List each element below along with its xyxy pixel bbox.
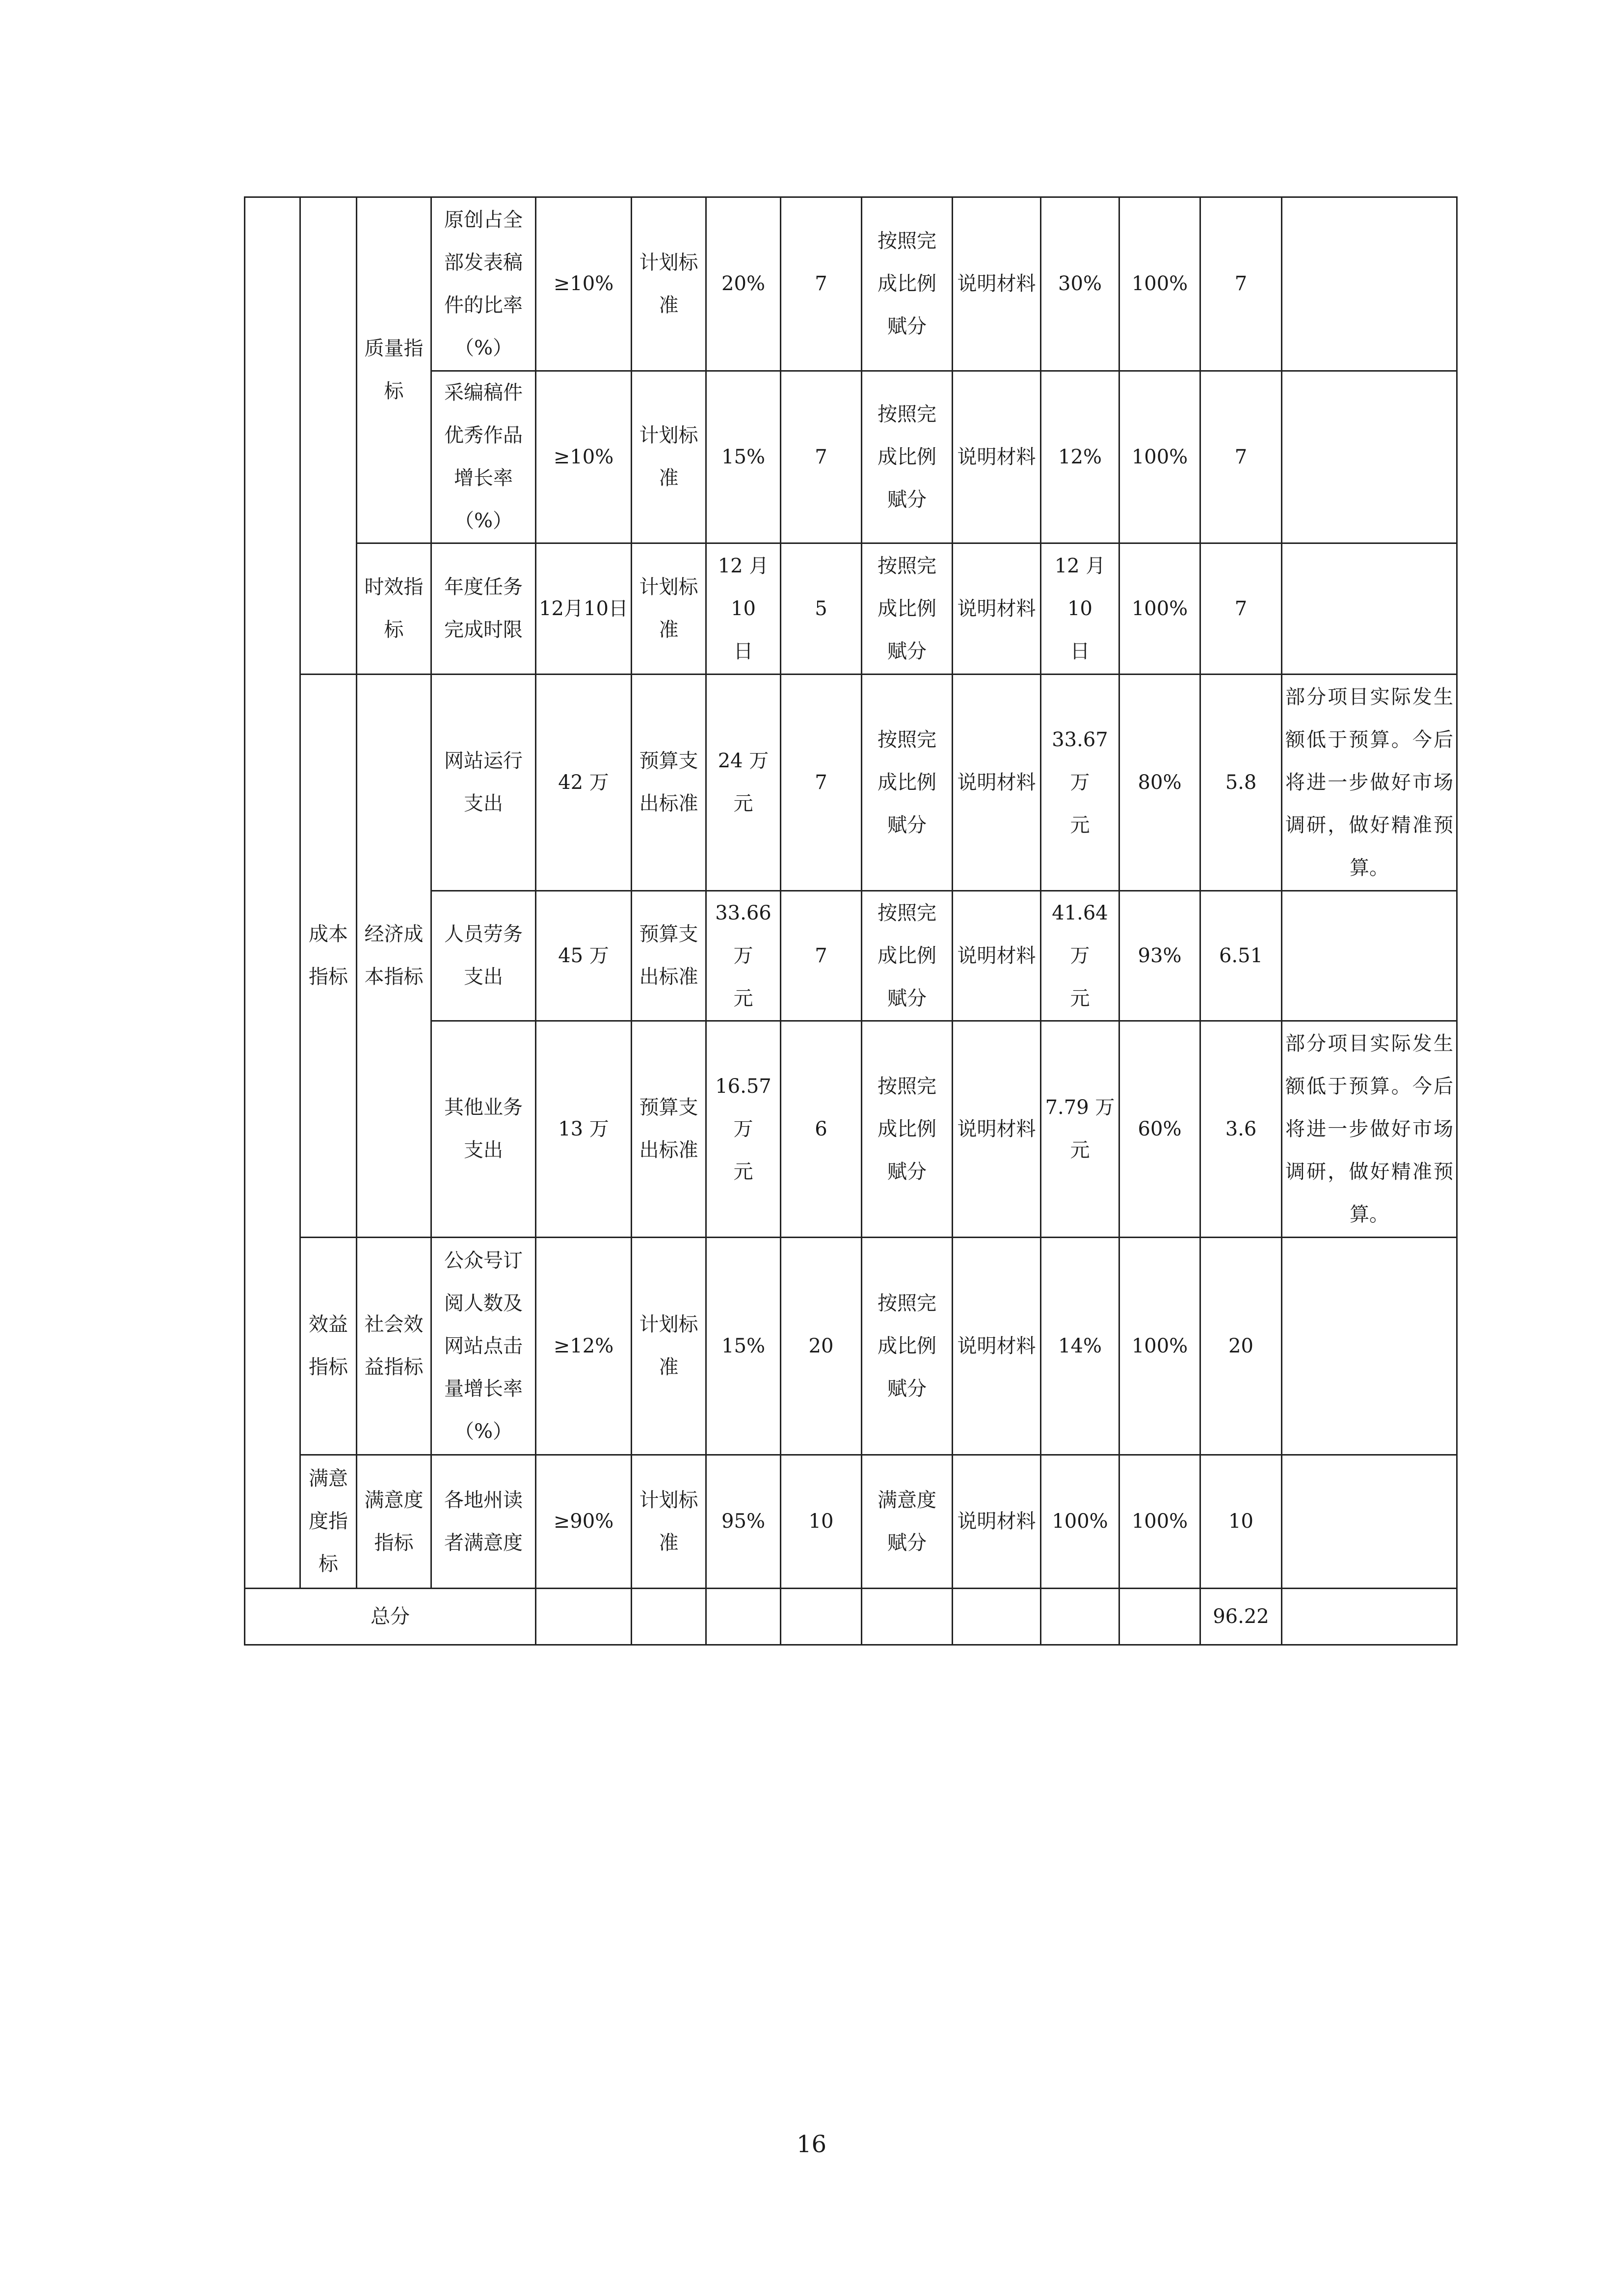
weight-cell: 7 bbox=[781, 891, 862, 1021]
scoring-method-cell: 按照完 成比例 赋分 bbox=[862, 543, 953, 675]
indicator-name-cell: 人员劳务 支出 bbox=[431, 891, 536, 1021]
evidence-cell: 说明材料 bbox=[953, 1238, 1041, 1455]
score-cell: 6.51 bbox=[1200, 891, 1282, 1021]
actual-value-cell: 7.79 万元 bbox=[1041, 1021, 1119, 1238]
weight-cell: 10 bbox=[781, 1455, 862, 1589]
performance-indicator-table bbox=[244, 196, 1458, 1646]
score-cell: 7 bbox=[1200, 197, 1282, 371]
page-number: 16 bbox=[796, 2131, 827, 2158]
completion-rate-cell: 60% bbox=[1119, 1021, 1200, 1238]
total-score: 96.22 bbox=[1200, 1589, 1282, 1645]
basis-cell: 计划标 准 bbox=[632, 371, 706, 543]
target-cell: 42 万 bbox=[536, 675, 632, 891]
category-cell: 效益 指标 bbox=[300, 1238, 357, 1455]
category-cell: 满意 度指 标 bbox=[300, 1455, 357, 1589]
note-cell bbox=[1282, 1238, 1457, 1455]
score-cell: 20 bbox=[1200, 1238, 1282, 1455]
table-row bbox=[245, 1455, 1457, 1589]
completion-rate-cell: 93% bbox=[1119, 891, 1200, 1021]
plan-value-cell: 95% bbox=[706, 1455, 781, 1589]
weight-cell: 5 bbox=[781, 543, 862, 675]
completion-rate-cell: 100% bbox=[1119, 197, 1200, 371]
indicator-name-cell: 各地州读 者满意度 bbox=[431, 1455, 536, 1589]
indicator-name-cell: 采编稿件 优秀作品 增长率（%） bbox=[431, 371, 536, 543]
basis-cell: 计划标 准 bbox=[632, 1238, 706, 1455]
actual-value-cell: 14% bbox=[1041, 1238, 1119, 1455]
basis-cell: 预算支 出标准 bbox=[632, 891, 706, 1021]
plan-value-cell: 12 月 10 日 bbox=[706, 543, 781, 675]
actual-value-cell: 12% bbox=[1041, 371, 1119, 543]
table-row bbox=[245, 543, 1457, 675]
completion-rate-cell: 100% bbox=[1119, 543, 1200, 675]
basis-cell: 计划标 准 bbox=[632, 1455, 706, 1589]
empty-cell bbox=[953, 1589, 1041, 1645]
basis-cell: 计划标 准 bbox=[632, 543, 706, 675]
evidence-cell: 说明材料 bbox=[953, 891, 1041, 1021]
note-cell bbox=[1282, 543, 1457, 675]
sub-indicator-cell: 社会效 益指标 bbox=[357, 1238, 431, 1455]
target-cell: ≥10% bbox=[536, 371, 632, 543]
note-cell: 部分项目实际发生额低于预算。今后将进一步做好市场调研，做好精准预算。 bbox=[1282, 1021, 1457, 1238]
evidence-cell: 说明材料 bbox=[953, 371, 1041, 543]
weight-cell: 6 bbox=[781, 1021, 862, 1238]
weight-cell: 20 bbox=[781, 1238, 862, 1455]
actual-value-cell: 30% bbox=[1041, 197, 1119, 371]
empty-cell bbox=[1041, 1589, 1119, 1645]
weight-cell: 7 bbox=[781, 197, 862, 371]
empty-cell bbox=[536, 1589, 632, 1645]
scoring-method-cell: 按照完 成比例 赋分 bbox=[862, 675, 953, 891]
scoring-method-cell: 按照完 成比例 赋分 bbox=[862, 197, 953, 371]
plan-value-cell: 33.66 万 元 bbox=[706, 891, 781, 1021]
empty-cell bbox=[1282, 1589, 1457, 1645]
evidence-cell: 说明材料 bbox=[953, 1455, 1041, 1589]
plan-value-cell: 20% bbox=[706, 197, 781, 371]
basis-cell: 计划标 准 bbox=[632, 197, 706, 371]
evidence-cell: 说明材料 bbox=[953, 1021, 1041, 1238]
target-cell: ≥12% bbox=[536, 1238, 632, 1455]
indicator-name-cell: 原创占全 部发表稿 件的比率 （%） bbox=[431, 197, 536, 371]
basis-cell: 预算支 出标准 bbox=[632, 1021, 706, 1238]
plan-value-cell: 15% bbox=[706, 371, 781, 543]
empty-cell bbox=[781, 1589, 862, 1645]
plan-value-cell: 24 万元 bbox=[706, 675, 781, 891]
indicator-name-cell: 年度任务 完成时限 bbox=[431, 543, 536, 675]
target-cell: 12月10日 bbox=[536, 543, 632, 675]
scoring-method-cell: 按照完 成比例 赋分 bbox=[862, 1238, 953, 1455]
note-cell: 部分项目实际发生额低于预算。今后将进一步做好市场调研，做好精准预算。 bbox=[1282, 675, 1457, 891]
sub-indicator-cell: 质量指 标 bbox=[357, 197, 431, 543]
sub-indicator-cell: 满意度 指标 bbox=[357, 1455, 431, 1589]
completion-rate-cell: 100% bbox=[1119, 371, 1200, 543]
sub-indicator-cell: 时效指 标 bbox=[357, 543, 431, 675]
blank-category-cell bbox=[300, 197, 357, 675]
table-row bbox=[245, 197, 1457, 371]
note-cell bbox=[1282, 1455, 1457, 1589]
note-cell bbox=[1282, 197, 1457, 371]
score-cell: 7 bbox=[1200, 543, 1282, 675]
score-cell: 3.6 bbox=[1200, 1021, 1282, 1238]
scoring-method-cell: 按照完 成比例 赋分 bbox=[862, 1021, 953, 1238]
actual-value-cell: 33.67 万 元 bbox=[1041, 675, 1119, 891]
sub-indicator-cell: 经济成 本指标 bbox=[357, 675, 431, 1238]
plan-value-cell: 15% bbox=[706, 1238, 781, 1455]
actual-value-cell: 100% bbox=[1041, 1455, 1119, 1589]
evidence-cell: 说明材料 bbox=[953, 675, 1041, 891]
total-row bbox=[245, 1589, 1457, 1645]
indicator-name-cell: 网站运行 支出 bbox=[431, 675, 536, 891]
indicator-name-cell: 公众号订 阅人数及 网站点击 量增长率 （%） bbox=[431, 1238, 536, 1455]
scoring-method-cell: 按照完 成比例 赋分 bbox=[862, 371, 953, 543]
empty-cell bbox=[632, 1589, 706, 1645]
evidence-cell: 说明材料 bbox=[953, 543, 1041, 675]
table-row bbox=[245, 675, 1457, 891]
score-cell: 5.8 bbox=[1200, 675, 1282, 891]
blank-leading-cell bbox=[245, 197, 300, 1589]
target-cell: ≥90% bbox=[536, 1455, 632, 1589]
target-cell: 13 万 bbox=[536, 1021, 632, 1238]
weight-cell: 7 bbox=[781, 371, 862, 543]
plan-value-cell: 16.57 万 元 bbox=[706, 1021, 781, 1238]
actual-value-cell: 41.64 万 元 bbox=[1041, 891, 1119, 1021]
target-cell: ≥10% bbox=[536, 197, 632, 371]
score-cell: 10 bbox=[1200, 1455, 1282, 1589]
scoring-method-cell: 满意度 赋分 bbox=[862, 1455, 953, 1589]
score-cell: 7 bbox=[1200, 371, 1282, 543]
weight-cell: 7 bbox=[781, 675, 862, 891]
evidence-cell: 说明材料 bbox=[953, 197, 1041, 371]
total-label: 总分 bbox=[245, 1589, 536, 1645]
table-row bbox=[245, 1238, 1457, 1455]
actual-value-cell: 12 月 10 日 bbox=[1041, 543, 1119, 675]
note-cell bbox=[1282, 891, 1457, 1021]
indicator-name-cell: 其他业务 支出 bbox=[431, 1021, 536, 1238]
empty-cell bbox=[706, 1589, 781, 1645]
basis-cell: 预算支 出标准 bbox=[632, 675, 706, 891]
completion-rate-cell: 100% bbox=[1119, 1455, 1200, 1589]
target-cell: 45 万 bbox=[536, 891, 632, 1021]
completion-rate-cell: 100% bbox=[1119, 1238, 1200, 1455]
category-cell: 成本 指标 bbox=[300, 675, 357, 1238]
empty-cell bbox=[862, 1589, 953, 1645]
empty-cell bbox=[1119, 1589, 1200, 1645]
completion-rate-cell: 80% bbox=[1119, 675, 1200, 891]
scoring-method-cell: 按照完 成比例 赋分 bbox=[862, 891, 953, 1021]
note-cell bbox=[1282, 371, 1457, 543]
